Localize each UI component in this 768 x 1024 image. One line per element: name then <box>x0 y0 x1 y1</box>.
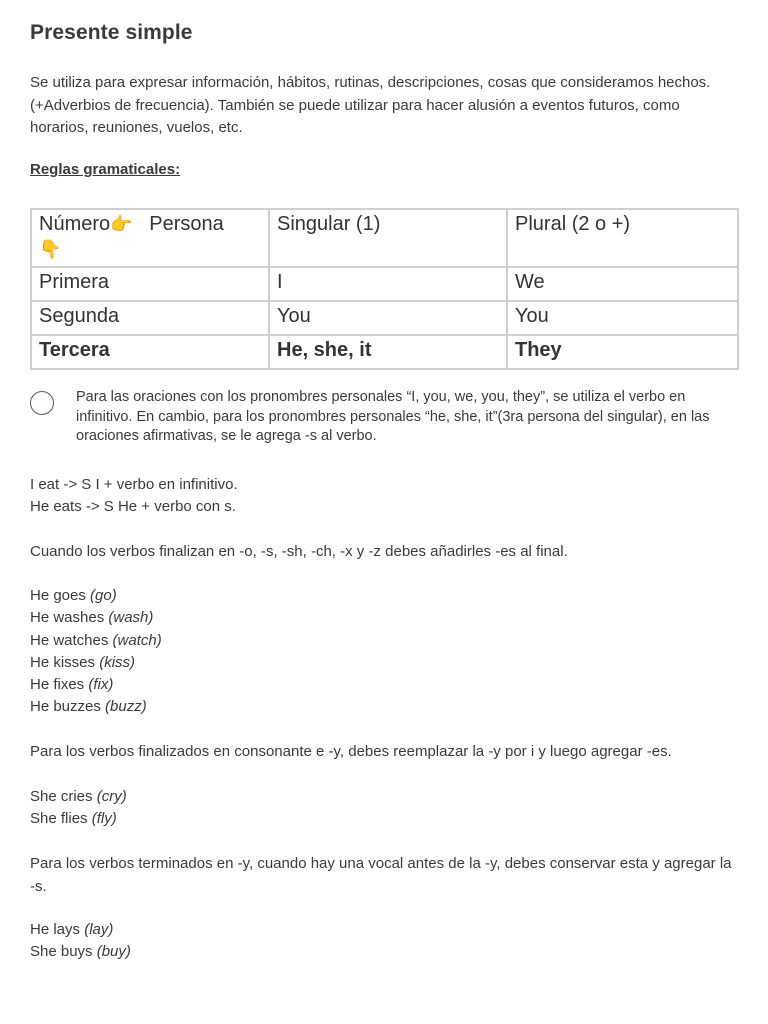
table-header-row <box>31 209 738 267</box>
rule-ys-text: Para los verbos terminados en -y, cuando hay una vocal antes de la -y, debes conservar esta y agregar la -s. <box>30 855 732 895</box>
example-line <box>30 941 750 963</box>
pointing-right-icon: 👉 <box>110 214 133 235</box>
ys-examples <box>30 919 750 964</box>
cell-plural[interactable]: You <box>507 301 738 335</box>
rule-ies-text: Para los verbos finalizados en consonante e -y, debes reemplazar la -y por i y luego agregar -es. <box>30 743 672 760</box>
rule-es-text: Cuando los verbos finalizan en -o, -s, -sh, -ch, -x y -z debes añadirles -es al final. <box>30 543 568 560</box>
example-line <box>30 696 750 718</box>
table-row <box>31 267 738 301</box>
example-line: I eat -> S I + verbo en infinitivo. <box>30 476 238 493</box>
example-line <box>30 585 750 607</box>
rule-ies-block <box>30 741 750 763</box>
example-base: (lay) <box>84 921 114 938</box>
checklist-item <box>30 388 740 447</box>
cell-singular[interactable]: He, she, it <box>269 335 507 369</box>
example-base: (buy) <box>96 943 131 961</box>
example-line <box>30 786 750 808</box>
page-title: Presente simple <box>30 21 193 44</box>
cell-singular[interactable]: I <box>269 267 507 301</box>
example-base: (wash) <box>108 609 154 627</box>
example-word: He kisses <box>30 653 96 671</box>
example-base: (go) <box>90 587 117 604</box>
table-row <box>31 335 738 369</box>
example-line <box>30 674 750 696</box>
cell-persona[interactable]: Segunda <box>31 301 269 335</box>
es-examples <box>30 585 750 719</box>
cell-plural[interactable]: They <box>507 335 738 369</box>
header-cell-plural[interactable]: Plural (2 o +) <box>507 209 738 267</box>
header-cell-numero-persona[interactable] <box>31 209 269 267</box>
basic-examples <box>30 474 750 519</box>
example-base: (buzz) <box>105 698 147 716</box>
example-base: (watch) <box>112 631 162 649</box>
example-base: (kiss) <box>99 653 136 671</box>
header-persona-label: Persona <box>149 213 224 235</box>
header-numero-label: Número <box>39 213 111 235</box>
example-line: He eats -> S He + verbo con s. <box>30 498 236 516</box>
example-word: She buys <box>30 943 93 961</box>
checklist-checkbox[interactable] <box>30 391 54 415</box>
example-word: She cries <box>30 788 93 805</box>
cell-singular[interactable]: You <box>269 301 507 335</box>
example-base: (fly) <box>91 810 117 828</box>
example-word: She flies <box>30 810 88 828</box>
rule-es-block <box>30 541 750 563</box>
example-line <box>30 652 750 674</box>
cell-persona[interactable]: Primera <box>31 267 269 301</box>
example-line <box>30 607 750 629</box>
example-word: He goes <box>30 587 86 604</box>
example-line <box>30 808 750 830</box>
example-word: He buzzes <box>30 698 101 716</box>
pronoun-table <box>30 208 739 370</box>
cell-persona[interactable]: Tercera <box>31 335 269 369</box>
intro-paragraph: Se utiliza para expresar información, hábitos, rutinas, descripciones, cosas que consideramos hechos. (+Adverbios de frecuencia). También se puede utilizar para hacer alusión a eventos futuros, como horarios, reuniones, vuelos, etc. <box>30 74 711 136</box>
rules-heading: Reglas gramaticales: <box>30 161 181 178</box>
cell-plural[interactable]: We <box>507 267 738 301</box>
example-word: He lays <box>30 921 81 938</box>
header-cell-singular[interactable]: Singular (1) <box>269 209 507 267</box>
example-line <box>30 919 750 941</box>
table-row <box>31 301 738 335</box>
example-base: (cry) <box>96 788 127 805</box>
ies-examples <box>30 786 750 831</box>
example-word: He washes <box>30 609 105 627</box>
rule-ys-block <box>30 853 735 898</box>
example-base: (fix) <box>88 676 114 694</box>
example-word: He fixes <box>30 676 85 694</box>
example-line <box>30 630 750 652</box>
example-word: He watches <box>30 631 109 649</box>
checklist-text: Para las oraciones con los pronombres personales “I, you, we, you, they”, se utiliza el verbo en infinitivo. En cambio, para los pronombres personales “he, she, it”(3ra persona del singular), en las oraciones afirmativas, se le agrega -s al verbo. <box>76 389 710 444</box>
pointing-down-icon: 👇 <box>39 239 62 260</box>
